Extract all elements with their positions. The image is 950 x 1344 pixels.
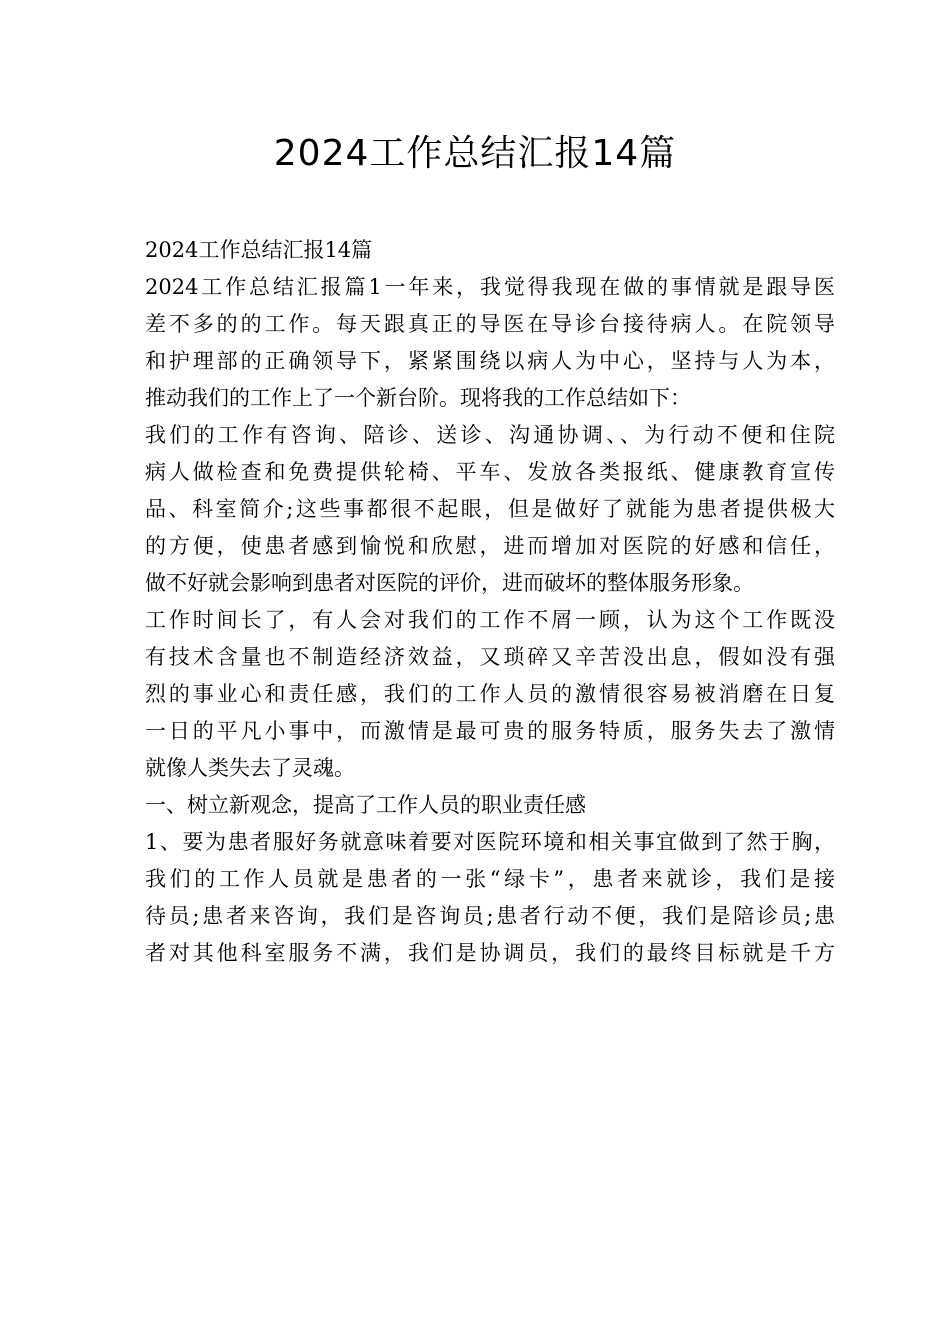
paragraph-line: 烈的事业心和责任感，我们的工作人员的激情很容易被消磨在日复 — [145, 682, 835, 706]
paragraph-line: 的方便，使患者感到愉悦和欣慰，进而增加对医院的好感和信任， — [145, 534, 835, 558]
paragraph-line: 推动我们的工作上了一个新台阶。现将我的工作总结如下： — [145, 386, 691, 410]
paragraph-line: 就像人类失去了灵魂。 — [145, 756, 355, 780]
subtitle-line: 2024工作总结汇报14篇 — [145, 238, 373, 262]
paragraph-line: 做不好就会影响到患者对医院的评价，进而破坏的整体服务形象。 — [145, 571, 754, 595]
paragraph-line: 我们的工作有咨询、陪诊、送诊、沟通协调、、为行动不便和住院 — [145, 423, 835, 447]
paragraph-line: 品、科室简介;这些事都很不起眼，但是做好了就能为患者提供极大 — [145, 497, 835, 521]
paragraph-line: 我们的工作人员就是患者的一张“绿卡”，患者来就诊，我们是接 — [145, 867, 835, 891]
paragraph-line: 工作时间长了，有人会对我们的工作不屑一顾，认为这个工作既没 — [145, 608, 835, 632]
paragraph-line: 待员;患者来咨询，我们是咨询员;患者行动不便，我们是陪诊员;患 — [145, 904, 835, 928]
document-body — [145, 232, 835, 972]
section-heading: 一、树立新观念，提高了工作人员的职业责任感 — [145, 793, 586, 817]
paragraph-line: 2024工作总结汇报篇1一年来，我觉得我现在做的事情就是跟导医 — [145, 275, 835, 299]
paragraph-line: 和护理部的正确领导下，紧紧围绕以病人为中心，坚持与人为本， — [145, 349, 835, 373]
paragraph-line: 者对其他科室服务不满，我们是协调员，我们的最终目标就是千方 — [145, 941, 835, 965]
paragraph-line: 一日的平凡小事中，而激情是最可贵的服务特质，服务失去了激情 — [145, 719, 835, 743]
paragraph-line: 病人做检查和免费提供轮椅、平车、发放各类报纸、健康教育宣传 — [145, 460, 835, 484]
document-title: 2024工作总结汇报14篇 — [273, 133, 677, 174]
paragraph-line: 差不多的的工作。每天跟真正的导医在导诊台接待病人。在院领导 — [145, 312, 835, 336]
paragraph-line: 1、要为患者服好务就意味着要对医院环境和相关事宜做到了然于胸， — [145, 830, 835, 854]
paragraph-line: 有技术含量也不制造经济效益，又琐碎又辛苦没出息，假如没有强 — [145, 645, 835, 669]
